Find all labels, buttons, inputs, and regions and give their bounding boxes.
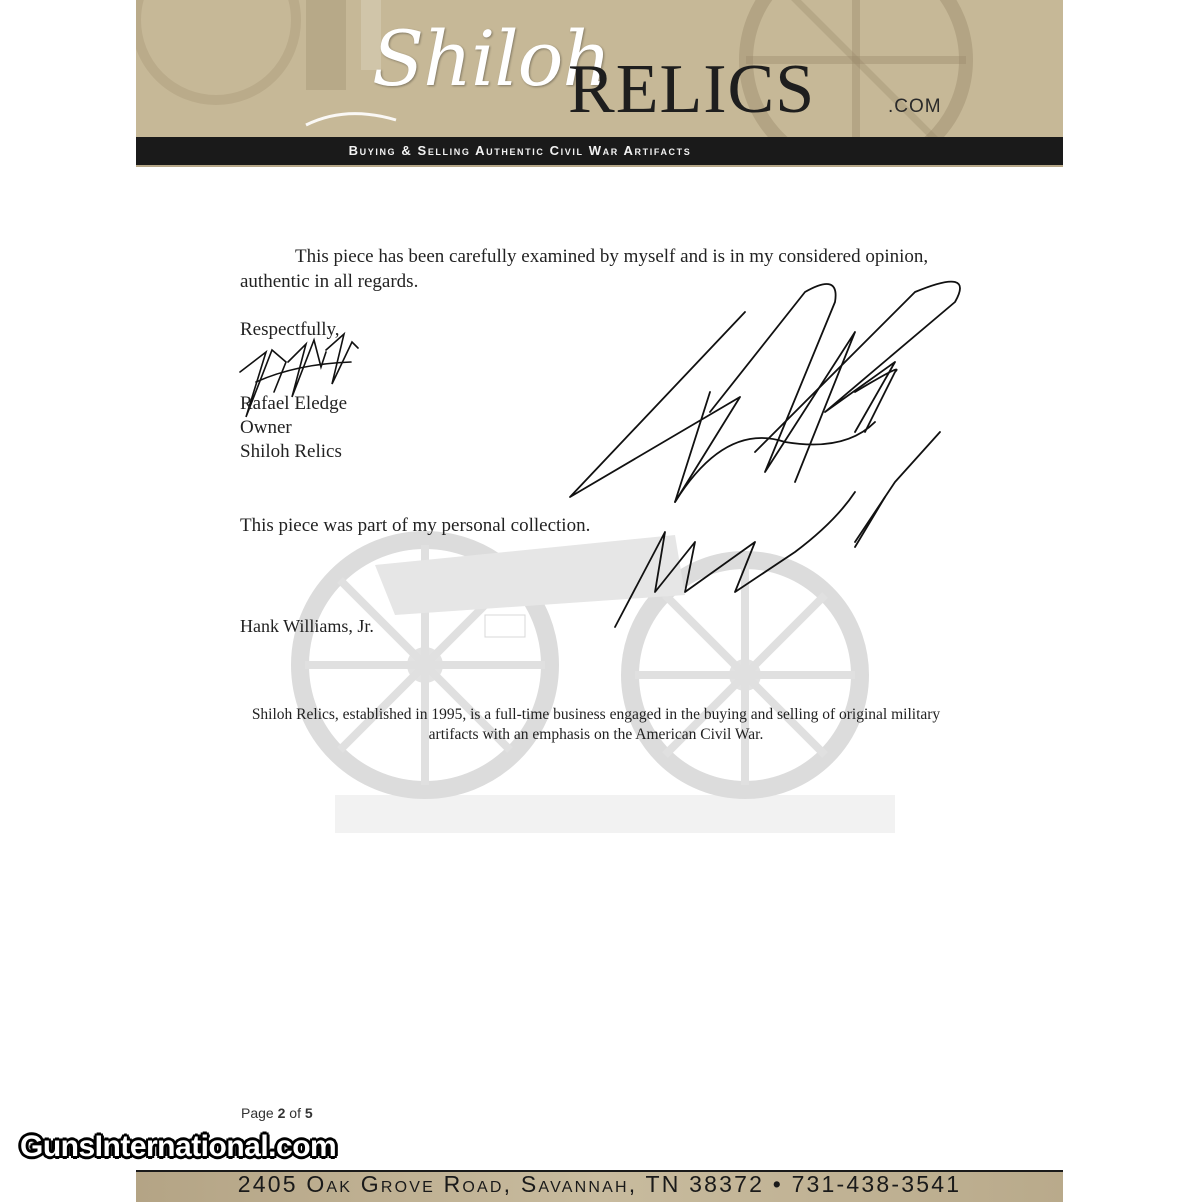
logo-dot-com: .COM [888,96,942,117]
collection-note: This piece was part of my personal collection. [240,515,591,536]
logo-shiloh-script: Shiloh [372,14,611,103]
signer-title: Owner [240,417,292,438]
second-signer-name: Hank Williams, Jr. [240,616,374,636]
business-description: Shiloh Relics, established in 1995, is a full-time business engaged in the buying and selling of original military artifacts with an emphasis on the American Civil War. [251,706,941,743]
logo-relics: RELICS [568,51,816,128]
page-current: 2 [277,1105,286,1121]
tagline: Buying & Selling Authentic Civil War Artifacts [348,143,692,158]
closing-line: Respectfully, [240,319,340,340]
authenticity-paragraph: This piece has been carefully examined by myself and is in my considered opinion, authentic in all regards. [240,246,929,292]
signer-name: Rafael Eledge [240,393,348,414]
page-total: 5 [304,1105,313,1121]
page-label: Page [241,1105,274,1121]
letterhead-banner [136,0,1063,167]
gunsinternational-watermark: GunsInternational.com [20,1130,337,1163]
signer-company: Shiloh Relics [240,441,342,462]
footer-address: 2405 Oak Grove Road, Savannah, TN 38372 • 731-438-3541 [237,1171,962,1197]
hank-williams-signature [555,272,975,632]
page-number [241,1105,313,1121]
page-of-label: of [289,1105,301,1121]
